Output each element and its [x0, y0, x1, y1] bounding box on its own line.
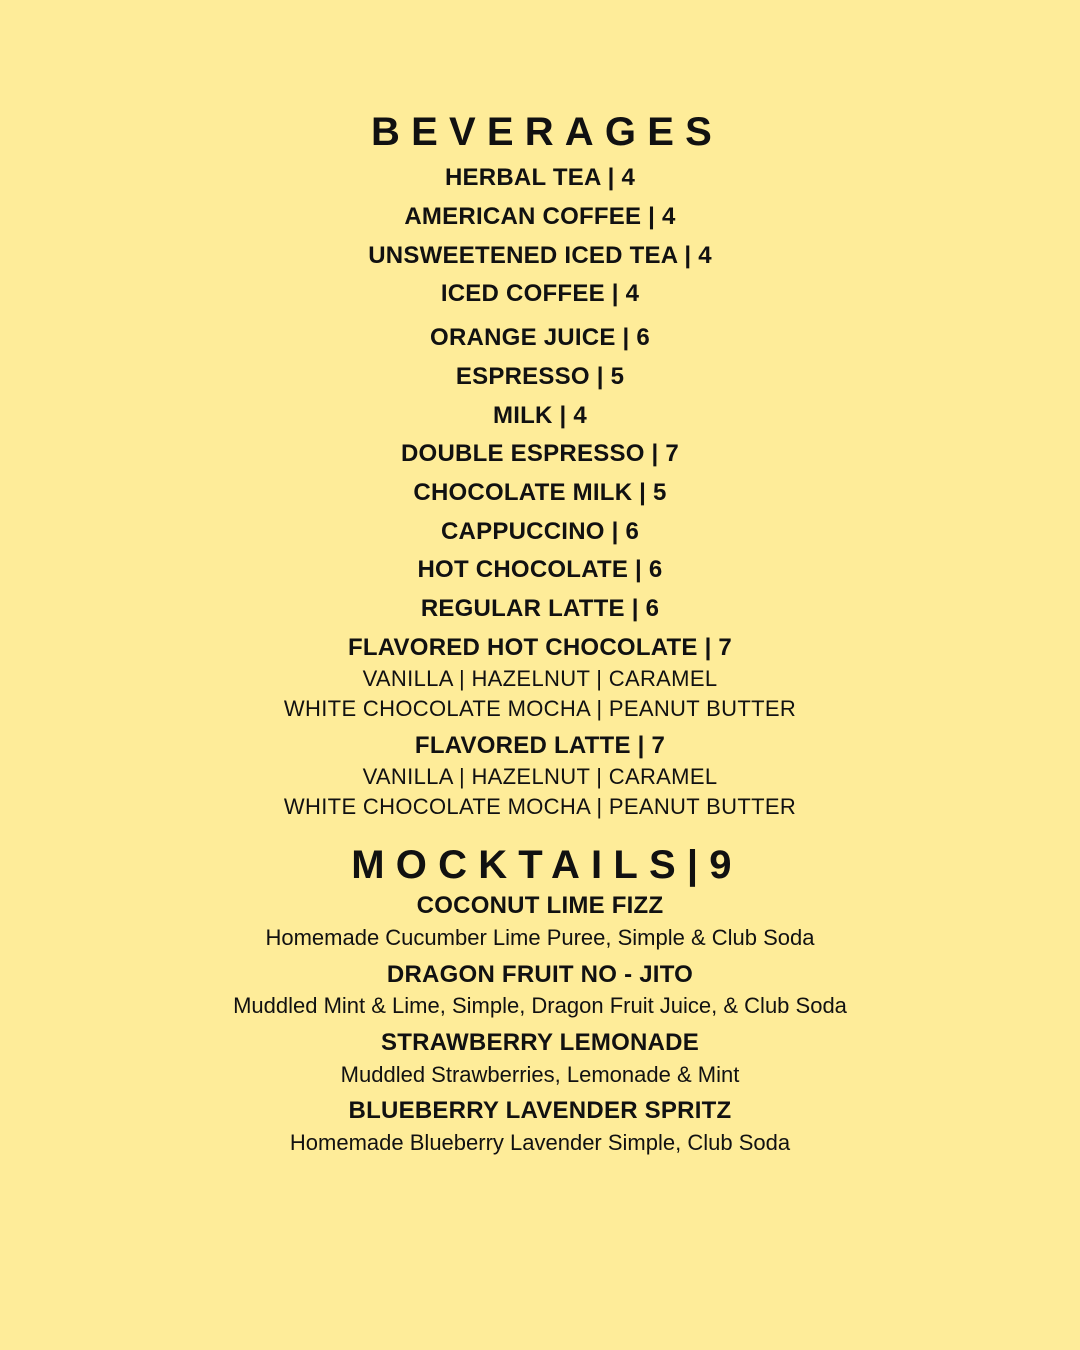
beverage-item-cappuccino: CAPPUCCINO | 6	[440, 518, 640, 545]
beverage-item-flavored-hot-chocolate: FLAVORED HOT CHOCOLATE | 7	[347, 634, 733, 661]
beverage-item-milk: MILK | 4	[493, 402, 587, 429]
flavored-latte-options-line-2: WHITE CHOCOLATE MOCHA | PEANUT BUTTER	[283, 794, 797, 819]
beverage-item-unsweetened-iced-tea: UNSWEETENED ICED TEA | 4	[368, 242, 712, 269]
mocktail-description-coconut-lime-fizz: Homemade Cucumber Lime Puree, Simple & Club Soda	[265, 925, 815, 950]
flavored-hot-chocolate-options-line-1: VANILLA | HAZELNUT | CARAMEL	[362, 666, 718, 691]
mocktail-item-strawberry-lemonade: STRAWBERRY LEMONADE	[381, 1029, 699, 1056]
flavored-hot-chocolate-options-line-2: WHITE CHOCOLATE MOCHA | PEANUT BUTTER	[283, 696, 797, 721]
beverage-item-iced-coffee: ICED COFFEE | 4	[440, 280, 640, 307]
mocktail-item-dragon-fruit-no-jito: DRAGON FRUIT NO - JITO	[386, 961, 694, 988]
mocktail-description-strawberry-lemonade: Muddled Strawberries, Lemonade & Mint	[340, 1062, 740, 1087]
mocktail-description-blueberry-lavender-spritz: Homemade Blueberry Lavender Simple, Club Soda	[289, 1130, 791, 1155]
mocktail-item-blueberry-lavender-spritz: BLUEBERRY LAVENDER SPRITZ	[348, 1097, 732, 1124]
beverage-item-orange-juice: ORANGE JUICE | 6	[430, 324, 650, 351]
beverage-item-american-coffee: AMERICAN COFFEE | 4	[404, 203, 676, 230]
beverage-item-hot-chocolate: HOT CHOCOLATE | 6	[417, 556, 663, 583]
mocktail-description-dragon-fruit-no-jito: Muddled Mint & Lime, Simple, Dragon Fruit Juice, & Club Soda	[233, 993, 847, 1018]
beverage-item-herbal-tea: HERBAL TEA | 4	[444, 164, 636, 191]
mocktails-title: MOCKTAILS|9	[351, 843, 743, 887]
beverage-item-chocolate-milk: CHOCOLATE MILK | 5	[413, 479, 667, 506]
beverage-item-flavored-latte: FLAVORED LATTE | 7	[414, 732, 666, 759]
beverage-item-espresso: ESPRESSO | 5	[455, 363, 625, 390]
flavored-latte-options-line-1: VANILLA | HAZELNUT | CARAMEL	[362, 764, 718, 789]
beverages-title: BEVERAGES	[371, 110, 723, 154]
mocktail-item-coconut-lime-fizz: COCONUT LIME FIZZ	[416, 892, 664, 919]
beverage-item-double-espresso: DOUBLE ESPRESSO | 7	[400, 440, 679, 467]
beverage-item-regular-latte: REGULAR LATTE | 6	[420, 595, 660, 622]
